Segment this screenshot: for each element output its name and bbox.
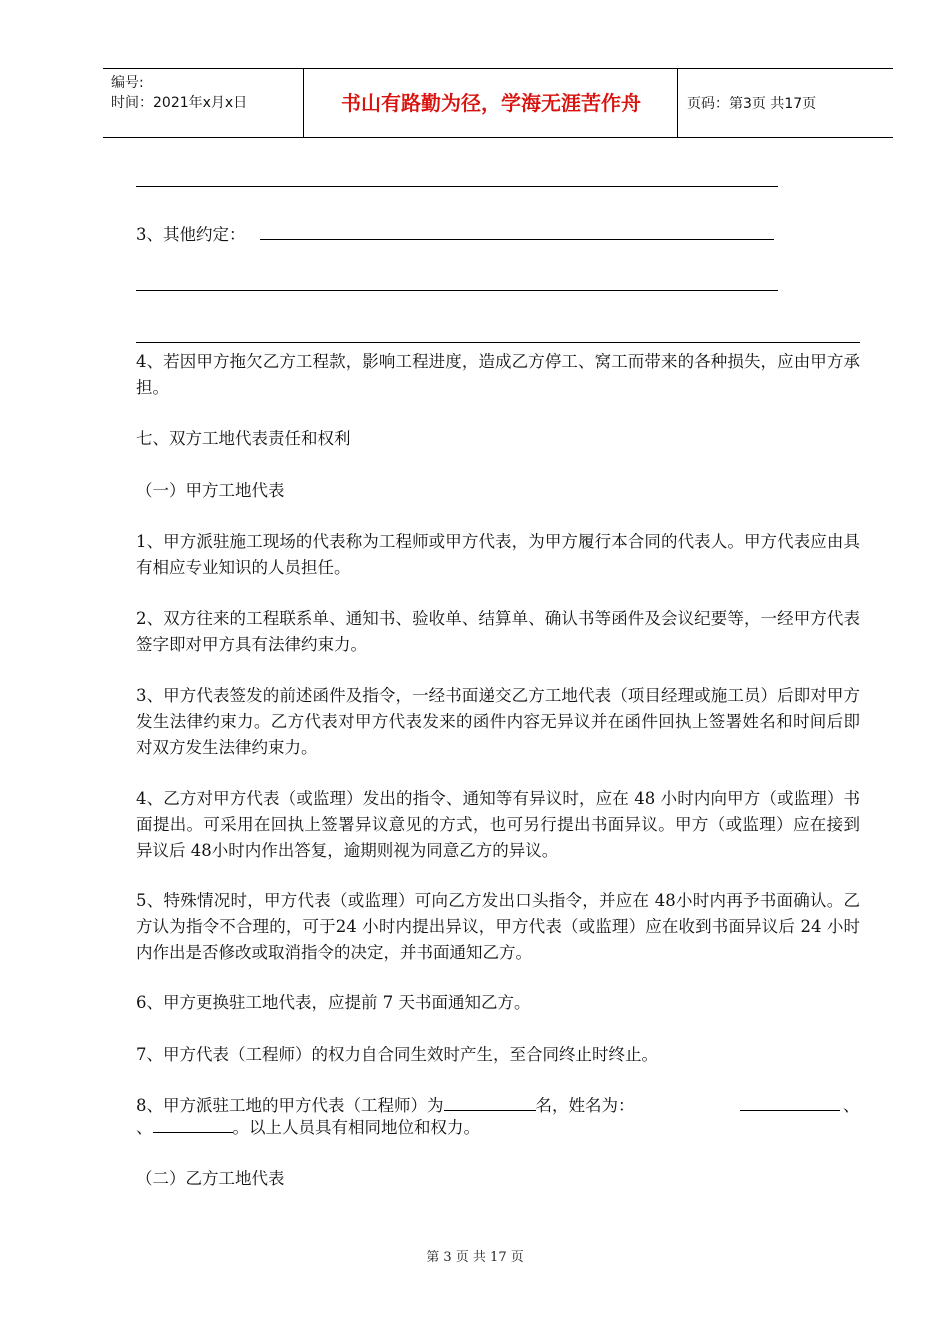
clause-8-text: 8、甲方派驻工地的甲方代表（工程师）为 <box>136 1096 444 1115</box>
clause-8-text: 名，姓名为： <box>535 1096 635 1115</box>
subsection-heading: （一）甲方工地代表 <box>136 481 285 500</box>
header-page-label: 页码：第3页 共17页 <box>687 96 817 112</box>
clause-8-line2 <box>136 1115 480 1141</box>
clause-8-text: 。以上人员具有相同地位和权力。 <box>232 1118 480 1137</box>
clause-6: 6、甲方更换驻工地代表，应提前 7 天书面通知乙方。 <box>136 993 531 1012</box>
page-footer: 第 3 页 共 17 页 <box>426 1250 524 1265</box>
clause-3: 3、甲方代表签发的前述函件及指令，一经书面递交乙方工地代表（项目经理或施工员）后即对甲方发生法律约束力。乙方代表对甲方代表发来的函件内容无异议并在函件回执上签署姓名和时间后即对双方发生法律约束力。 <box>136 686 860 757</box>
clause-8-text: 、 <box>136 1118 153 1137</box>
fill-line <box>136 290 778 291</box>
header-number-label: 编号: <box>111 75 144 91</box>
fill-blank <box>444 1094 536 1111</box>
paragraph-arrears: 4、若因甲方拖欠乙方工程款，影响工程进度，造成乙方停工、窝工而带来的各种损失，应由甲方承担。 <box>136 352 860 397</box>
fill-line <box>136 186 778 187</box>
page-header <box>103 68 893 138</box>
subsection-heading: （二）乙方工地代表 <box>136 1169 285 1188</box>
clause-2: 2、双方往来的工程联系单、通知书、验收单、结算单、确认书等函件及会议纪要等，一经甲方代表签字即对甲方具有法律约束力。 <box>136 609 860 654</box>
clause-4: 4、乙方对甲方代表（或监理）发出的指令、通知等有异议时，应在 48 小时内向甲方（或监理）书面提出。可采用在回执上签署异议意见的方式，也可另行提出书面异议。甲方（或监理）应在接到异议后 48小时内作出答复，逾期则视为同意乙方的异议。 <box>136 789 860 860</box>
section-heading: 七、双方工地代表责任和权利 <box>136 429 351 448</box>
fill-blank <box>153 1116 233 1133</box>
header-motto: 书山有路勤为径，学海无涯苦作舟 <box>341 91 641 115</box>
clause-8-comma: 、 <box>843 1096 860 1115</box>
header-divider <box>303 69 304 137</box>
header-time-label: 时间：2021年x月x日 <box>111 95 248 111</box>
fill-line <box>740 1110 840 1111</box>
clause-5: 5、特殊情况时，甲方代表（或监理）可向乙方发出口头指令，并应在 48小时内再予书面确认。乙方认为指令不合理的，可于24 小时内提出异议，甲方代表（或监理）应在收到书面异议后 24 小时内作出是否修改或取消指令的决定，并书面通知乙方。 <box>136 891 860 962</box>
other-terms-label: 3、其他约定： <box>136 225 246 244</box>
fill-line <box>260 239 774 240</box>
header-meta <box>111 73 247 113</box>
clause-1: 1、甲方派驻施工现场的代表称为工程师或甲方代表，为甲方履行本合同的代表人。甲方代表应由具有相应专业知识的人员担任。 <box>136 532 860 577</box>
header-divider <box>677 69 678 137</box>
clause-7: 7、甲方代表（工程师）的权力自合同生效时产生，至合同终止时终止。 <box>136 1045 658 1064</box>
fill-line <box>136 342 860 343</box>
